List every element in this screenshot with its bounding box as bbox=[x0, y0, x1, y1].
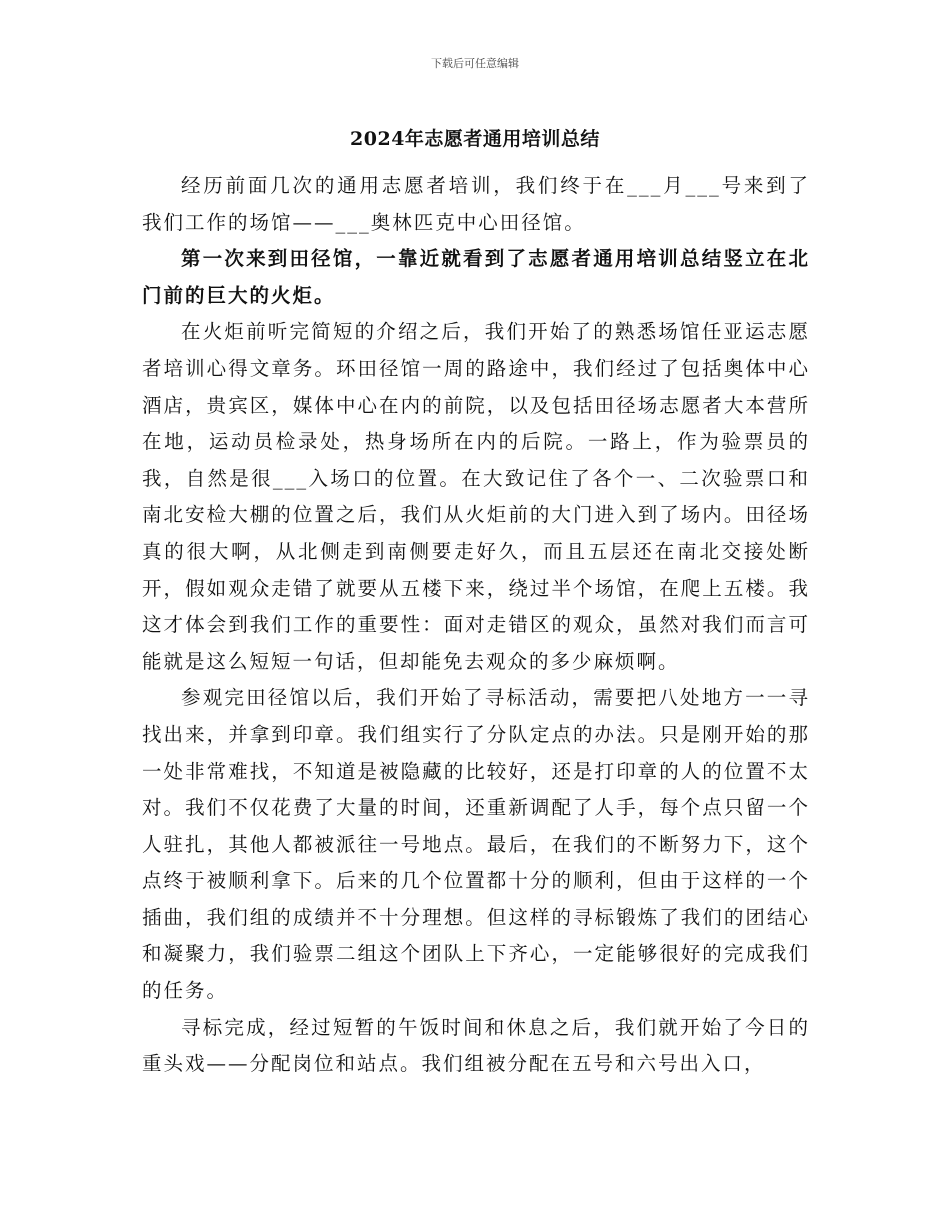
page-header-note: 下载后可任意编辑 bbox=[431, 57, 519, 70]
paragraph-treasure-hunt: 参观完田径馆以后，我们开始了寻标活动，需要把八处地方一一寻找出来，并拿到印章。我们组实行了分队定点的办法。只是刚开始的那一处非常难找，不知道是被隐藏的比较好，还是打印章的人的位置不太对。我们不仅花费了大量的时间，还重新调配了人手，每个点只留一个人驻扎，其他人都被派往一号地点。最后，在我们的不断努力下，这个点终于被顺利拿下。后来的几个位置都十分的顺利，但由于这样的一个插曲，我们组的成绩并不十分理想。但这样的寻标锻炼了我们的团结心和凝聚力，我们验票二组这个团队上下齐心，一定能够很好的完成我们的任务。 bbox=[142, 686, 810, 1003]
document-title: 2024年志愿者通用培训总结 bbox=[350, 128, 600, 150]
paragraph-bold-highlight: 第一次来到田径馆，一靠近就看到了志愿者通用培训总结竖立在北门前的巨大的火炬。 bbox=[142, 247, 810, 307]
paragraph-assignment: 寻标完成，经过短暂的午饭时间和休息之后，我们就开始了今日的重头戏——分配岗位和站点。我们组被分配在五号和六号出入口， bbox=[142, 1015, 810, 1076]
document-body bbox=[142, 168, 810, 1083]
paragraph-venue-tour: 在火炬前听完简短的介绍之后，我们开始了的熟悉场馆任亚运志愿者培训心得文章务。环田径馆一周的路途中，我们经过了包括奥体中心酒店，贵宾区，媒体中心在内的前院，以及包括田径场志愿者大本营所在地，运动员检录处，热身场所在内的后院。一路上，作为验票员的我，自然是很___入场口的位置。在大致记住了各个一、二次验票口和南北安检大棚的位置之后，我们从火炬前的大门进入到了场内。田径场真的很大啊，从北侧走到南侧要走好久，而且五层还在南北交接处断开，假如观众走错了就要从五楼下来，绕过半个场馆，在爬上五楼。我这才体会到我们工作的重要性：面对走错区的观众，虽然对我们而言可能就是这么短短一句话，但却能免去观众的多少麻烦啊。 bbox=[142, 320, 810, 673]
paragraph-intro: 经历前面几次的通用志愿者培训，我们终于在___月___号来到了我们工作的场馆——___奥林匹克中心田径馆。 bbox=[142, 174, 810, 234]
